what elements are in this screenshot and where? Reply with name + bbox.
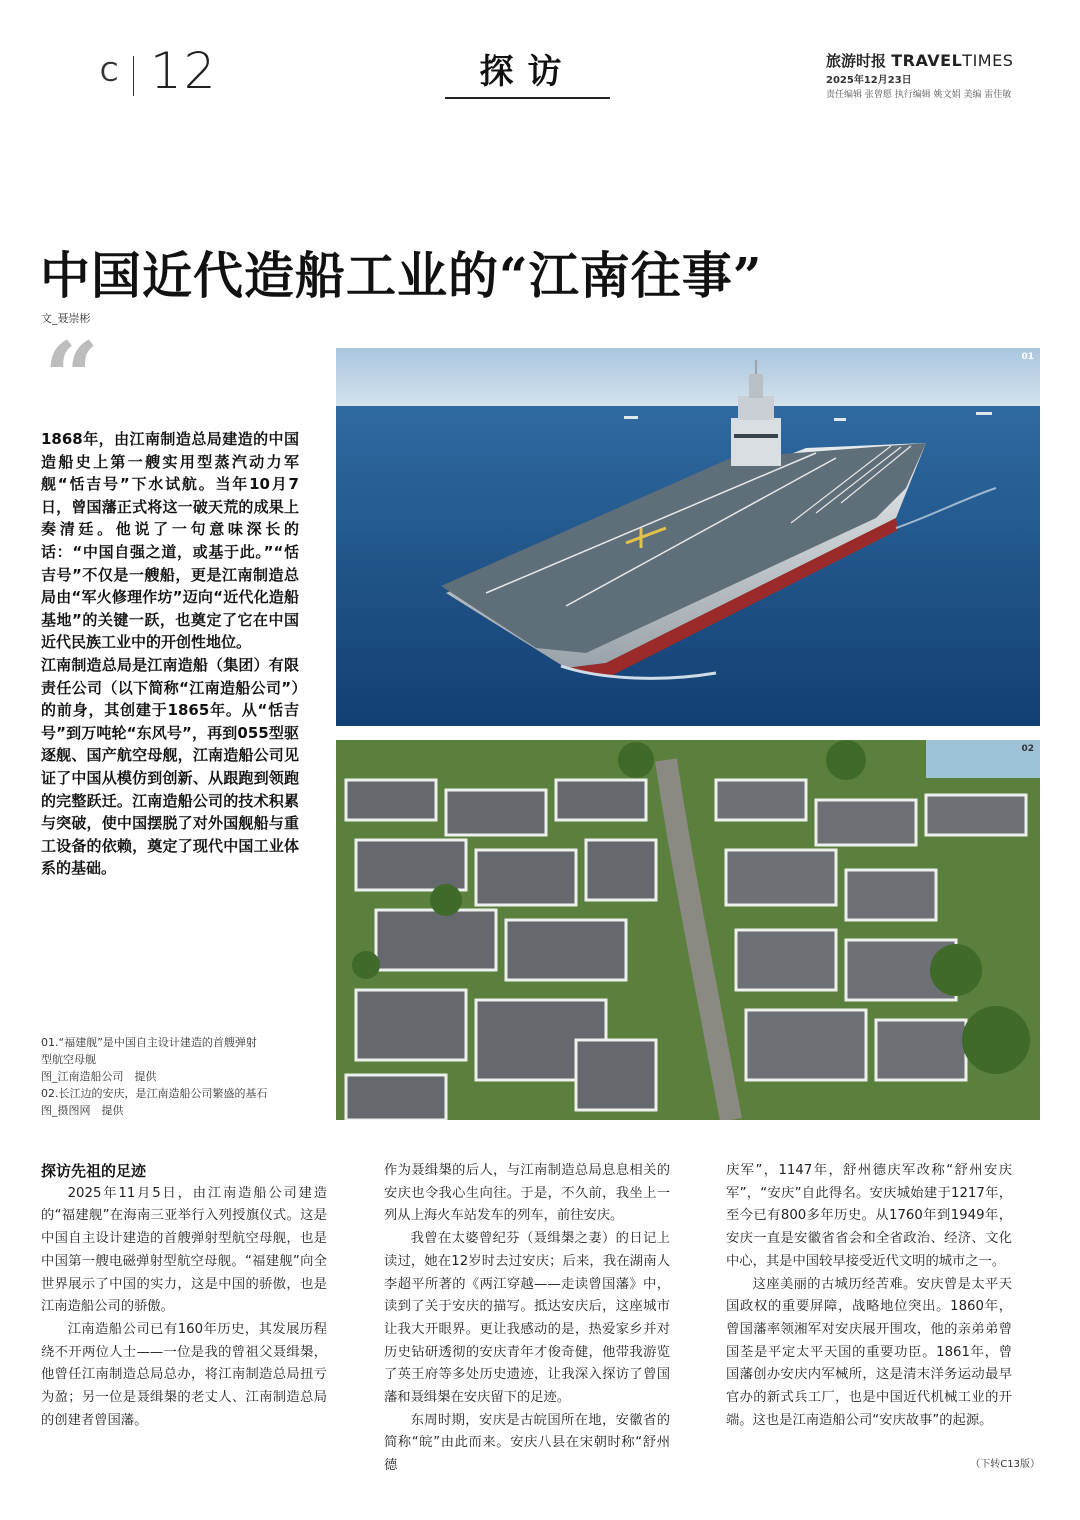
body-column-1 — [41, 1160, 327, 1432]
town-photo — [336, 740, 1040, 1120]
section-subheading: 探访先祖的足迹 — [41, 1162, 147, 1180]
paper-name-cn: 旅游时报 — [826, 52, 887, 70]
section-code-divider — [133, 56, 134, 96]
section-rule — [445, 97, 610, 99]
caption-line: 图_江南造船公司 提供 — [41, 1070, 157, 1083]
body-paragraph: 2025年11月5日，由江南造船公司建造的“福建舰”在海南三亚举行入列授旗仪式。这是中国自主设计建造的首艘弹射型航空母舰，也是中国第一艘电磁弹射型航空母舰。“福建舰”向全世界展示了中国的实力，这是中国的骄傲，也是江南造船公司的骄傲。 — [41, 1185, 327, 1315]
paper-masthead — [826, 50, 1013, 71]
body-paragraph: 作为聂缉槼的后人，与江南制造总局息息相关的安庆也令我心生向往。于是，不久前，我坐上一列从上海火车站发车的列车，前往安庆。 — [384, 1163, 670, 1224]
section-name: 探访 — [479, 52, 576, 92]
paper-name-en-bold: TRAVEL — [891, 51, 963, 70]
lead-paragraph: 1868年，由江南制造总局建造的中国造船史上第一艘实用型蒸汽动力军舰“恬吉号”下水试航。当年10月7日，曾国藩正式将这一破天荒的成果上奏清廷。他说了一句意味深长的话：“中国自强之道，或基于此。”“恬吉号”不仅是一艘船，更是江南制造总局由“军火修理作坊”迈向“近代化造船基地”的关键一跃，也奠定了它在中国近代民族工业中的开创性地位。 — [41, 430, 299, 652]
carrier-photo — [336, 348, 1040, 726]
quote-mark: “ — [44, 321, 100, 434]
section-code: C — [100, 58, 122, 88]
town-illustration — [336, 740, 1040, 1120]
body-paragraph: 这座美丽的古城历经苦难。安庆曾是太平天国政权的重要屏障，战略地位突出。1860年，曾国藩率领湘军对安庆展开围攻，他的亲弟弟曾国荃是平定太平天国的重要功臣。1861年，曾国藩创办安庆内军械所，这是清末洋务运动最早官办的新式兵工厂，也是中国近代机械工业的开端。这也是江南造船公司“安庆故事”的起源。 — [726, 1276, 1012, 1428]
staff-credits: 责任编辑 张曾愿 执行编辑 姚文娟 美编 雷佳敏 — [826, 90, 1012, 100]
photo-number: 01 — [1021, 352, 1034, 362]
continued-note: （下转C13版） — [970, 1459, 1040, 1470]
lead-paragraphs — [41, 428, 299, 880]
photo-captions — [41, 1034, 303, 1119]
body-column-2 — [384, 1160, 670, 1478]
lead-paragraph: 江南制造总局是江南造船（集团）有限责任公司（以下简称“江南造船公司”）的前身，其创建于1865年。从“恬吉号”到万吨轮“东风号”，再到055型驱逐舰、国产航空母舰，江南造船公司见证了中国从模仿到创新、从跟跑到领跑的完整跃迁。江南造船公司的技术积累与突破，使中国摆脱了对外国舰船与重工设备的依赖，奠定了现代中国工业体系的基础。 — [41, 655, 299, 878]
article-title: 中国近代造船工业的“江南往事” — [40, 246, 763, 305]
page-number: 12 — [150, 42, 218, 100]
carrier-illustration — [336, 348, 1040, 726]
issue-date: 2025年12月23日 — [826, 75, 912, 86]
body-paragraph: 庆军”，1147年，舒州德庆军改称“舒州安庆军”，“安庆”自此得名。安庆城始建于1217年，至今已有800多年历史。从1760年到1949年，安庆一直是安徽省省会和全省政治、经济、文化中心，其是中国较早接受近代文明的城市之一。 — [726, 1163, 1012, 1269]
caption-line: 01.“福建舰”是中国自主设计建造的首艘弹射 — [41, 1036, 257, 1049]
caption-line: 02.长江边的安庆，是江南造船公司繁盛的基石 — [41, 1087, 268, 1100]
body-column-3 — [726, 1160, 1012, 1432]
body-paragraph: 东周时期，安庆是古皖国所在地，安徽省的简称“皖”由此而来。安庆八县在宋朝时称“舒州德 — [384, 1412, 670, 1474]
paper-name-en-light: TIMES — [962, 51, 1014, 70]
photo-number: 02 — [1021, 744, 1034, 754]
byline: 文_聂崇彬 — [41, 312, 91, 325]
body-paragraph: 我曾在太婆曾纪芬（聂缉槼之妻）的日记上读过，她在12岁时去过安庆；后来，我在湖南人李超平所著的《两江穿越——走读曾国藩》中，读到了关于安庆的描写。抵达安庆后，这座城市让我大开眼界。更让我感动的是，热爱家乡并对历史钻研透彻的安庆青年才俊奇健，他带我游览了英王府等多处历史遗迹，让我深入探访了曾国藩和聂缉槼在安庆留下的足迹。 — [384, 1231, 670, 1406]
caption-line: 图_摄图网 提供 — [41, 1104, 124, 1117]
body-paragraph: 江南造船公司已有160年历史，其发展历程绕不开两位人士——一位是我的曾祖父聂缉槼，他曾任江南制造总局总办，将江南制造总局扭亏为盈；另一位是聂缉槼的老丈人、江南制造总局的创建者曾国藩。 — [41, 1321, 327, 1428]
caption-line: 型航空母舰 — [41, 1053, 96, 1066]
